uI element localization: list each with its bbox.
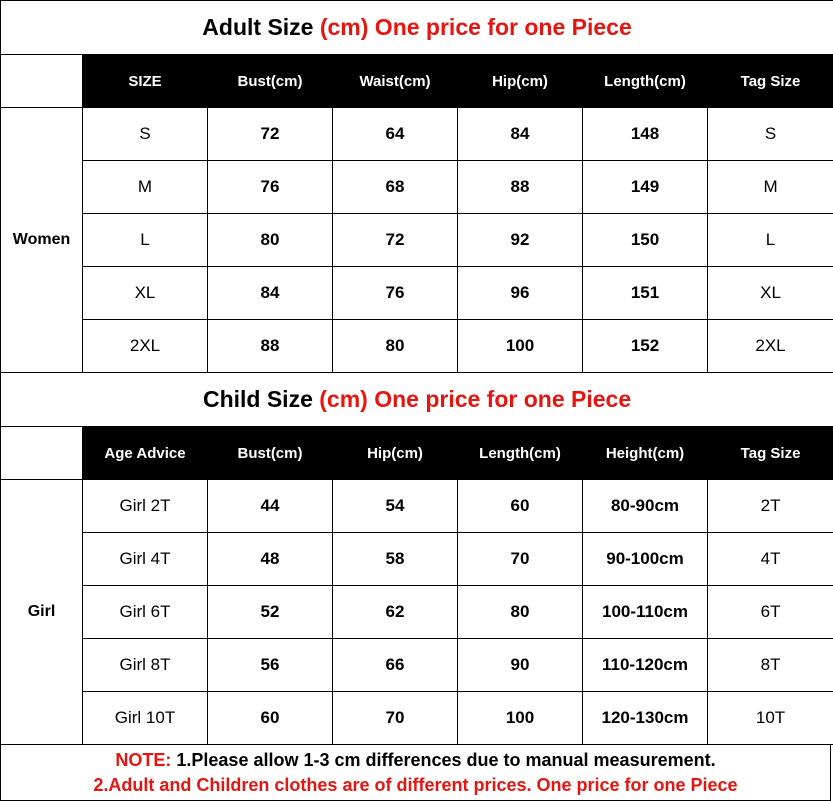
tag-size-cell: 8T — [708, 639, 833, 692]
child-header-blank — [1, 427, 83, 480]
child-header-age-advice: Age Advice — [83, 427, 208, 480]
length-cell: 150 — [583, 214, 708, 267]
length-cell: 152 — [583, 320, 708, 373]
length-cell: 151 — [583, 267, 708, 320]
waist-cell: 64 — [333, 108, 458, 161]
adult-header-waist: Waist(cm) — [333, 55, 458, 108]
adult-size-table — [0, 0, 833, 373]
height-cell: 120-130cm — [583, 692, 708, 745]
tag-size-cell: S — [708, 108, 833, 161]
age-advice-cell: Girl 4T — [83, 533, 208, 586]
hip-cell: 92 — [458, 214, 583, 267]
note-block — [0, 744, 831, 801]
table-row — [1, 267, 833, 320]
bust-cell: 80 — [208, 214, 333, 267]
size-cell: XL — [83, 267, 208, 320]
bust-cell: 56 — [208, 639, 333, 692]
height-cell: 110-120cm — [583, 639, 708, 692]
child-header-height: Height(cm) — [583, 427, 708, 480]
hip-cell: 84 — [458, 108, 583, 161]
tag-size-cell: XL — [708, 267, 833, 320]
hip-cell: 66 — [333, 639, 458, 692]
table-row — [1, 533, 833, 586]
hip-cell: 88 — [458, 161, 583, 214]
table-row — [1, 161, 833, 214]
height-cell: 80-90cm — [583, 480, 708, 533]
adult-header-blank — [1, 55, 83, 108]
tag-size-cell: 10T — [708, 692, 833, 745]
adult-title-main: Adult Size — [202, 14, 314, 40]
height-cell: 90-100cm — [583, 533, 708, 586]
note-line-1-text: 1.Please allow 1-3 cm differences due to manual measurement. — [176, 750, 716, 770]
bust-cell: 76 — [208, 161, 333, 214]
tag-size-cell: M — [708, 161, 833, 214]
length-cell: 100 — [458, 692, 583, 745]
length-cell: 80 — [458, 586, 583, 639]
child-title-main: Child Size — [202, 386, 313, 412]
bust-cell: 44 — [208, 480, 333, 533]
hip-cell: 70 — [333, 692, 458, 745]
table-row — [1, 214, 833, 267]
length-cell: 149 — [583, 161, 708, 214]
child-header-bust: Bust(cm) — [208, 427, 333, 480]
age-advice-cell: Girl 10T — [83, 692, 208, 745]
adult-title-accent: (cm) One price for one Piece — [319, 14, 632, 40]
bust-cell: 88 — [208, 320, 333, 373]
adult-header-size: SIZE — [83, 55, 208, 108]
age-advice-cell: Girl 8T — [83, 639, 208, 692]
length-cell: 60 — [458, 480, 583, 533]
age-advice-cell: Girl 2T — [83, 480, 208, 533]
table-row — [1, 639, 833, 692]
child-header-tag-size: Tag Size — [708, 427, 833, 480]
adult-title — [1, 1, 833, 55]
table-row — [1, 108, 833, 161]
adult-header-row — [1, 55, 833, 108]
table-row — [1, 586, 833, 639]
waist-cell: 76 — [333, 267, 458, 320]
child-title — [1, 373, 833, 427]
size-cell: S — [83, 108, 208, 161]
hip-cell: 62 — [333, 586, 458, 639]
adult-header-hip: Hip(cm) — [458, 55, 583, 108]
bust-cell: 72 — [208, 108, 333, 161]
hip-cell: 100 — [458, 320, 583, 373]
adult-group-label: Women — [1, 108, 83, 373]
waist-cell: 80 — [333, 320, 458, 373]
length-cell: 90 — [458, 639, 583, 692]
child-header-hip: Hip(cm) — [333, 427, 458, 480]
tag-size-cell: 2T — [708, 480, 833, 533]
waist-cell: 72 — [333, 214, 458, 267]
note-line-1 — [1, 748, 830, 773]
table-row — [1, 320, 833, 373]
child-title-accent: (cm) One price for one Piece — [319, 386, 632, 412]
hip-cell: 58 — [333, 533, 458, 586]
child-header-row — [1, 427, 833, 480]
bust-cell: 60 — [208, 692, 333, 745]
tag-size-cell: 4T — [708, 533, 833, 586]
adult-header-length: Length(cm) — [583, 55, 708, 108]
child-size-table — [0, 372, 833, 745]
bust-cell: 48 — [208, 533, 333, 586]
length-cell: 70 — [458, 533, 583, 586]
tag-size-cell: 6T — [708, 586, 833, 639]
tag-size-cell: 2XL — [708, 320, 833, 373]
age-advice-cell: Girl 6T — [83, 586, 208, 639]
waist-cell: 68 — [333, 161, 458, 214]
note-label: NOTE: — [115, 750, 172, 770]
adult-header-tag-size: Tag Size — [708, 55, 833, 108]
hip-cell: 54 — [333, 480, 458, 533]
size-cell: 2XL — [83, 320, 208, 373]
table-row — [1, 480, 833, 533]
child-group-label: Girl — [1, 480, 83, 745]
bust-cell: 52 — [208, 586, 333, 639]
height-cell: 100-110cm — [583, 586, 708, 639]
tag-size-cell: L — [708, 214, 833, 267]
size-cell: M — [83, 161, 208, 214]
bust-cell: 84 — [208, 267, 333, 320]
size-cell: L — [83, 214, 208, 267]
hip-cell: 96 — [458, 267, 583, 320]
table-row — [1, 692, 833, 745]
child-header-length: Length(cm) — [458, 427, 583, 480]
note-line-2: 2.Adult and Children clothes are of different prices. One price for one Piece — [93, 775, 738, 795]
adult-header-bust: Bust(cm) — [208, 55, 333, 108]
length-cell: 148 — [583, 108, 708, 161]
